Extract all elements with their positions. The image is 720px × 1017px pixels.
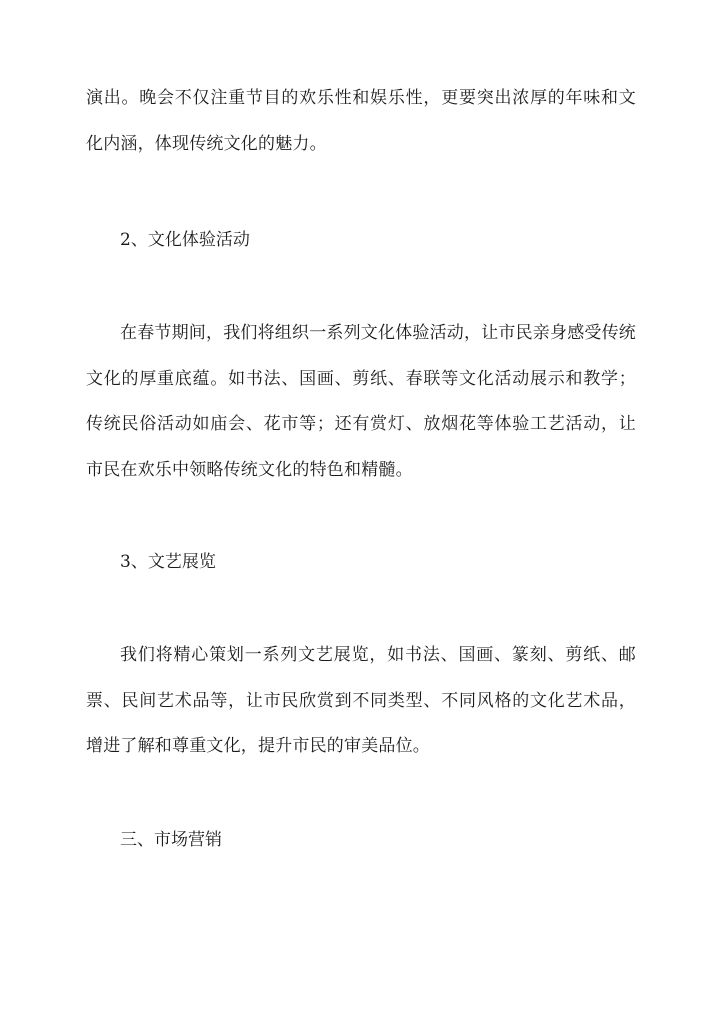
section-heading-marketing: 三、市场营销 (120, 830, 222, 850)
subheading-art-exhibition: 3、文艺展览 (120, 552, 216, 572)
subheading-cultural-experience: 2、文化体验活动 (120, 230, 250, 250)
paragraph-cultural-experience: 在春节期间，我们将组织一系列文化体验活动，让市民亲身感受传统文化的厚重底蕴。如书法、国画、剪纸、春联等文化活动展示和教学；传统民俗活动如庙会、花市等；还有赏灯、放烟花等体验工艺活动，让市民在欢乐中领略传统文化的特色和精髓。 (86, 323, 636, 480)
paragraph-art-exhibition: 我们将精心策划一系列文艺展览，如书法、国画、篆刻、剪纸、邮票、民间艺术品等，让市民欣赏到不同类型、不同风格的文化艺术品，增进了解和尊重文化，提升市民的审美品位。 (86, 645, 636, 756)
paragraph-continuation: 演出。晚会不仅注重节目的欢乐性和娱乐性，更要突出浓厚的年味和文化内涵，体现传统文化的魅力。 (86, 88, 636, 154)
